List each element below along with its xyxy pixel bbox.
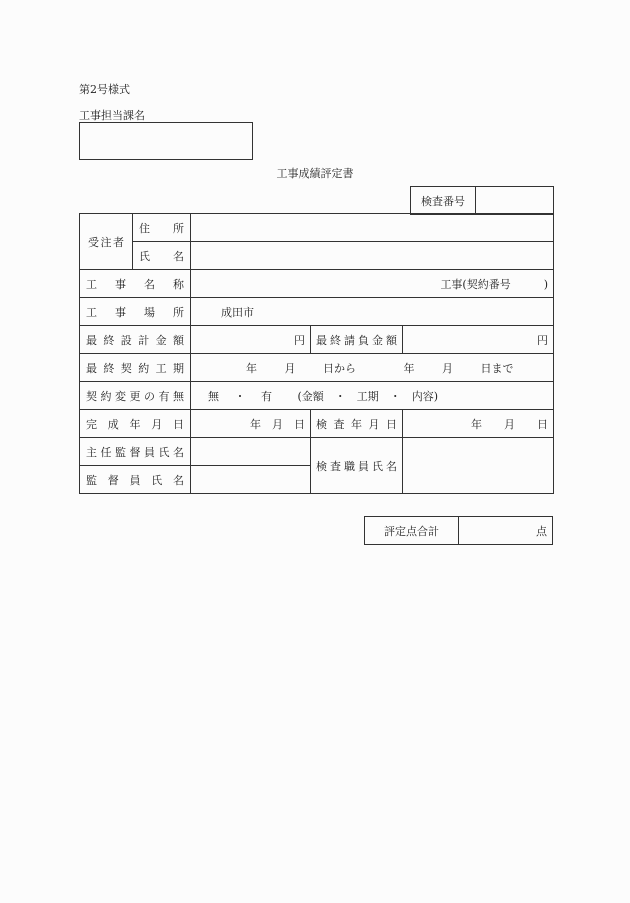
change-detail: (金額 ・ 工期 ・ 内容) bbox=[297, 389, 439, 403]
chief-supervisor-label: 主任監督員氏名 bbox=[80, 438, 191, 466]
department-label: 工事担当課名 bbox=[79, 109, 145, 122]
change-separator: ・ bbox=[234, 389, 246, 403]
contract-amount-field[interactable]: 円 bbox=[403, 326, 554, 354]
inspection-date-label: 検査年月日 bbox=[311, 410, 403, 438]
contract-amount-label: 最終請負金額 bbox=[311, 326, 403, 354]
supervisor-field[interactable] bbox=[191, 466, 311, 494]
work-name-field[interactable]: 工事(契約番号 ) bbox=[191, 270, 554, 298]
form-number: 第2号様式 bbox=[79, 83, 130, 96]
inspector-label: 検査職員氏名 bbox=[311, 438, 403, 494]
score-table bbox=[364, 516, 553, 545]
contractor-label: 受注者 bbox=[80, 214, 133, 270]
name-field[interactable] bbox=[191, 242, 554, 270]
chief-supervisor-field[interactable] bbox=[191, 438, 311, 466]
evaluation-table bbox=[79, 213, 554, 494]
design-amount-label: 最終設計金額 bbox=[80, 326, 191, 354]
score-total-field[interactable]: 点 bbox=[459, 517, 553, 545]
inspection-date-field[interactable]: 年 月 日 bbox=[403, 410, 554, 438]
period-year2: 年 bbox=[403, 361, 415, 375]
inspection-number-table bbox=[410, 186, 554, 215]
document-title: 工事成績評定書 bbox=[276, 167, 354, 180]
change-yes[interactable]: 有 bbox=[261, 389, 272, 403]
department-box[interactable] bbox=[79, 122, 253, 160]
period-field[interactable] bbox=[191, 354, 554, 382]
change-none[interactable]: 無 bbox=[208, 389, 219, 403]
change-label: 契約変更の有無 bbox=[80, 382, 191, 410]
period-month1: 月 bbox=[284, 361, 296, 375]
completion-label: 完成年月日 bbox=[80, 410, 191, 438]
address-label: 住所 bbox=[133, 214, 191, 242]
supervisor-label: 監督員氏名 bbox=[80, 466, 191, 494]
address-field[interactable] bbox=[191, 214, 554, 242]
period-day-from: 日から bbox=[323, 361, 356, 375]
change-field[interactable] bbox=[191, 382, 554, 410]
work-name-label: 工事名称 bbox=[80, 270, 191, 298]
period-month2: 月 bbox=[442, 361, 453, 375]
name-label: 氏名 bbox=[133, 242, 191, 270]
inspection-number-label: 検査番号 bbox=[411, 187, 476, 215]
design-amount-field[interactable]: 円 bbox=[191, 326, 311, 354]
completion-date-field[interactable]: 年 月 日 bbox=[191, 410, 311, 438]
inspection-number-value[interactable] bbox=[476, 187, 554, 215]
work-place-field[interactable]: 成田市 bbox=[191, 298, 554, 326]
score-total-label: 評定点合計 bbox=[365, 517, 459, 545]
inspector-field[interactable] bbox=[403, 438, 554, 494]
period-year1: 年 bbox=[246, 361, 257, 375]
period-label: 最終契約工期 bbox=[80, 354, 191, 382]
work-place-label: 工事場所 bbox=[80, 298, 191, 326]
period-day-to: 日まで bbox=[480, 361, 514, 375]
